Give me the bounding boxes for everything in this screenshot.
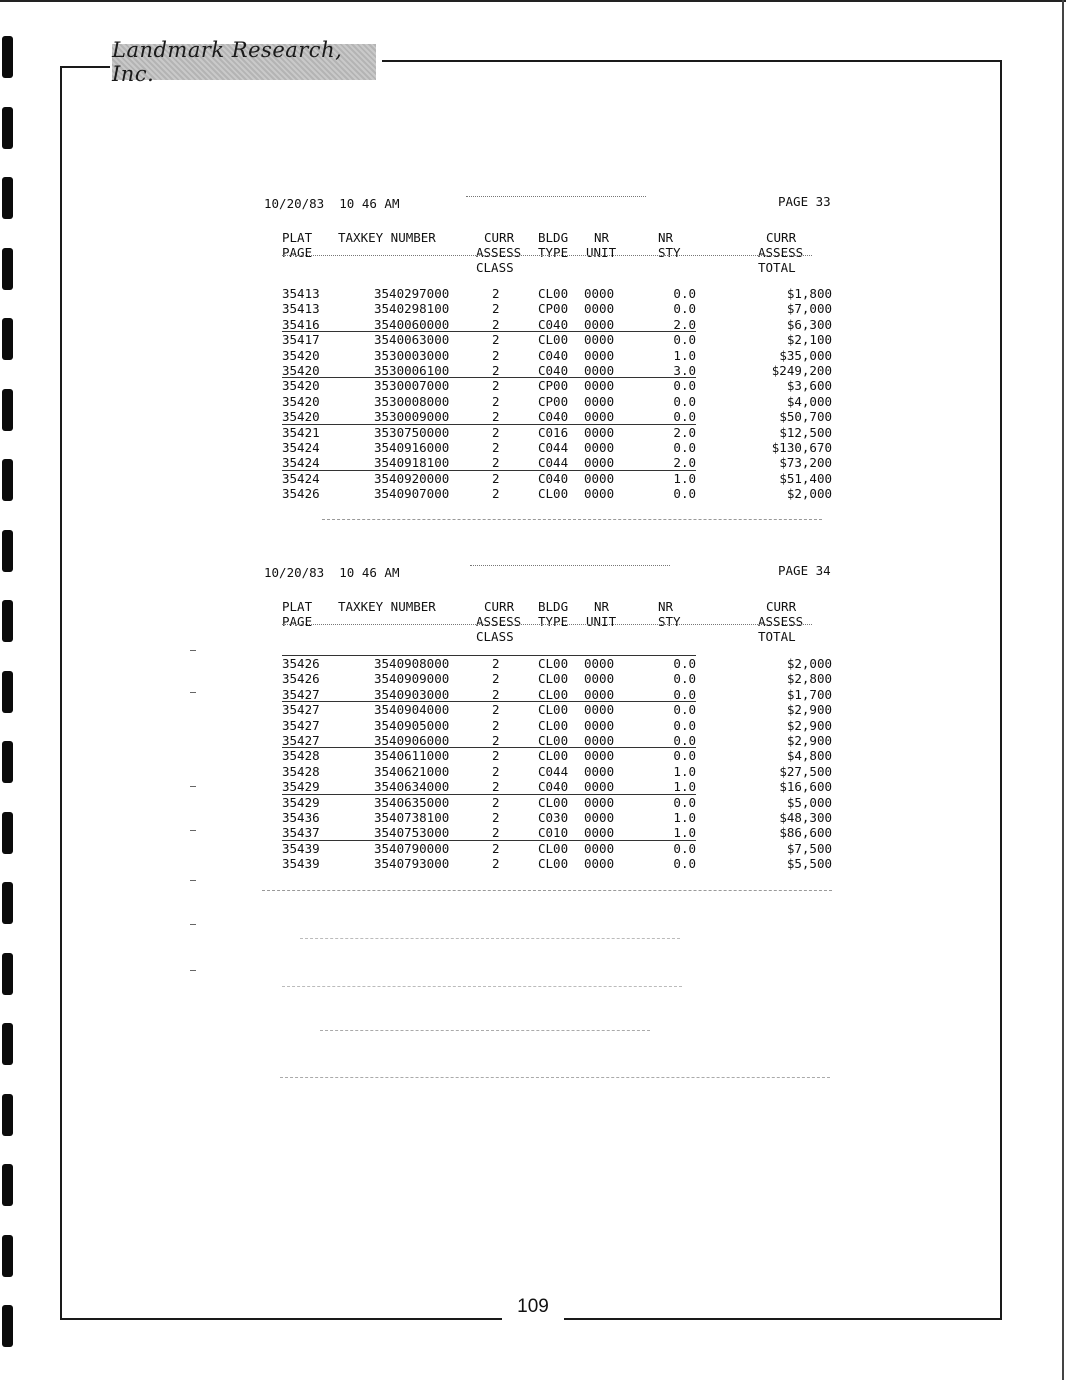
- binder-hole: [2, 1305, 13, 1347]
- nr-unit-cell: 0000: [584, 470, 615, 486]
- assess-total-cell: $6,300: [786, 316, 832, 332]
- taxkey-cell: 3530003000: [374, 347, 450, 363]
- page-number: 109: [517, 1296, 549, 1317]
- table-row: [0, 718, 1066, 733]
- col-header-taxkey: TAXKEY NUMBER: [338, 230, 436, 245]
- frame-border-top-right: [382, 60, 1002, 62]
- bldg-type-cell: CL00: [538, 733, 569, 748]
- assess-total-cell: $7,500: [786, 840, 832, 856]
- nr-unit-cell: 0000: [584, 671, 615, 687]
- col-header-plat: PLAT PAGE: [282, 599, 313, 629]
- table-row: [0, 317, 1066, 332]
- assess-class-cell: 2: [492, 656, 500, 671]
- assess-class-cell: 2: [492, 856, 500, 872]
- nr-sty-cell: 0.0: [673, 840, 696, 856]
- assess-total-cell: $51,400: [779, 470, 832, 486]
- nr-unit-cell: 0000: [584, 810, 615, 825]
- plat-cell: 35436: [282, 810, 320, 825]
- scan-artifact-rule: [320, 1030, 650, 1031]
- binder-hole: [2, 1094, 13, 1136]
- table-row: [0, 702, 1066, 717]
- plat-cell: 35417: [282, 332, 320, 348]
- table-row: [0, 671, 1066, 686]
- bldg-type-cell: C010: [538, 825, 569, 841]
- taxkey-cell: 3540920000: [374, 470, 450, 486]
- nr-unit-cell: 0000: [584, 486, 615, 502]
- table-row: [0, 841, 1066, 856]
- binder-hole: [2, 1164, 13, 1206]
- report-date: 10/20/83: [264, 565, 325, 580]
- table-row: [0, 795, 1066, 810]
- company-logo-text: Landmark Research, Inc.: [112, 38, 343, 86]
- col-header-taxkey: TAXKEY NUMBER: [338, 599, 436, 614]
- assess-class-cell: 2: [492, 332, 500, 348]
- bldg-type-cell: C016: [538, 424, 569, 440]
- scan-artifact-mark: [190, 786, 196, 787]
- taxkey-cell: 3540753000: [374, 825, 450, 841]
- plat-cell: 35420: [282, 393, 320, 409]
- assess-class-cell: 2: [492, 486, 500, 502]
- assess-class-cell: 2: [492, 702, 500, 718]
- assess-class-cell: 2: [492, 440, 500, 455]
- col-header-unit: NR UNIT: [586, 230, 617, 260]
- table-row: [0, 733, 1066, 748]
- taxkey-cell: 3540611000: [374, 748, 450, 764]
- assess-class-cell: 2: [492, 455, 500, 471]
- report-date: 10/20/83: [264, 196, 325, 211]
- table-row: [0, 748, 1066, 763]
- plat-cell: 35428: [282, 763, 320, 779]
- table-row: [0, 764, 1066, 779]
- bldg-type-cell: CL00: [538, 671, 569, 687]
- nr-sty-cell: 0.0: [673, 486, 696, 502]
- nr-unit-cell: 0000: [584, 378, 615, 394]
- assess-total-cell: $16,600: [779, 779, 832, 795]
- taxkey-cell: 3540916000: [374, 440, 450, 455]
- bldg-type-cell: C040: [538, 409, 569, 425]
- bldg-type-cell: C044: [538, 455, 569, 471]
- assess-class-cell: 2: [492, 409, 500, 425]
- col-header-plat: PLAT PAGE: [282, 230, 313, 260]
- nr-sty-cell: 0.0: [673, 656, 696, 671]
- nr-sty-cell: 2.0: [673, 316, 696, 332]
- plat-cell: 35426: [282, 671, 320, 687]
- nr-unit-cell: 0000: [584, 656, 615, 671]
- assess-class-cell: 2: [492, 840, 500, 856]
- taxkey-cell: 3540790000: [374, 840, 450, 856]
- frame-border-top-left: [60, 66, 110, 68]
- plat-cell: 35426: [282, 656, 320, 671]
- bldg-type-cell: CL00: [538, 840, 569, 856]
- nr-sty-cell: 1.0: [673, 763, 696, 779]
- table-row: [0, 471, 1066, 486]
- plat-cell: 35437: [282, 825, 320, 841]
- assess-class-cell: 2: [492, 378, 500, 394]
- nr-sty-cell: 1.0: [673, 470, 696, 486]
- taxkey-cell: 3540918100: [374, 455, 450, 471]
- nr-sty-cell: 1.0: [673, 810, 696, 825]
- nr-unit-cell: 0000: [584, 301, 615, 317]
- table-row: [0, 856, 1066, 871]
- nr-sty-cell: 0.0: [673, 301, 696, 317]
- taxkey-cell: 3540904000: [374, 702, 450, 718]
- assess-total-cell: $48,300: [779, 810, 832, 825]
- table-row: [0, 301, 1066, 316]
- plat-cell: 35427: [282, 733, 320, 748]
- nr-sty-cell: 0.0: [673, 702, 696, 718]
- assess-class-cell: 2: [492, 347, 500, 363]
- header-dotted-rule: [282, 624, 812, 625]
- nr-sty-cell: 0.0: [673, 733, 696, 748]
- scan-artifact-mark: [190, 880, 196, 881]
- bldg-type-cell: C040: [538, 779, 569, 795]
- dotted-rule: [466, 196, 646, 197]
- bldg-type-cell: CP00: [538, 301, 569, 317]
- nr-unit-cell: 0000: [584, 393, 615, 409]
- assess-class-cell: 2: [492, 794, 500, 810]
- assess-total-cell: $130,670: [771, 440, 832, 455]
- plat-cell: 35427: [282, 717, 320, 733]
- assess-class-cell: 2: [492, 424, 500, 440]
- bldg-type-cell: C040: [538, 470, 569, 486]
- assess-total-cell: $2,900: [786, 733, 832, 748]
- assess-total-cell: $2,100: [786, 332, 832, 348]
- nr-unit-cell: 0000: [584, 717, 615, 733]
- bldg-type-cell: C040: [538, 363, 569, 378]
- assess-class-cell: 2: [492, 470, 500, 486]
- plat-cell: 35429: [282, 779, 320, 795]
- nr-unit-cell: 0000: [584, 316, 615, 332]
- assess-total-cell: $7,000: [786, 301, 832, 317]
- plat-cell: 35420: [282, 378, 320, 394]
- plat-cell: 35426: [282, 486, 320, 502]
- binder-hole: [2, 1023, 13, 1065]
- taxkey-cell: 3540621000: [374, 763, 450, 779]
- header-dotted-rule: [282, 255, 812, 256]
- taxkey-cell: 3540298100: [374, 301, 450, 317]
- plat-cell: 35413: [282, 286, 320, 301]
- assess-class-cell: 2: [492, 316, 500, 332]
- nr-unit-cell: 0000: [584, 686, 615, 702]
- nr-unit-cell: 0000: [584, 763, 615, 779]
- table-row: [0, 656, 1066, 671]
- assess-class-cell: 2: [492, 671, 500, 687]
- report-page-label: PAGE 33: [778, 194, 831, 209]
- nr-unit-cell: 0000: [584, 748, 615, 764]
- taxkey-cell: 3540909000: [374, 671, 450, 687]
- assess-total-cell: $35,000: [779, 347, 832, 363]
- taxkey-cell: 3540635000: [374, 794, 450, 810]
- top-edge-rule: [0, 0, 1066, 2]
- report-time: 10 46 AM: [339, 565, 400, 580]
- nr-unit-cell: 0000: [584, 347, 615, 363]
- table-row: [0, 825, 1066, 840]
- bldg-type-cell: C040: [538, 316, 569, 332]
- plat-cell: 35420: [282, 363, 320, 378]
- assess-total-cell: $249,200: [771, 363, 832, 378]
- binder-hole: [2, 107, 13, 149]
- col-header-bldg: BLDG TYPE: [538, 599, 569, 629]
- col-header-class: CURR ASSESS CLASS: [476, 230, 522, 275]
- bldg-type-cell: C044: [538, 440, 569, 455]
- nr-unit-cell: 0000: [584, 332, 615, 348]
- nr-sty-cell: 0.0: [673, 378, 696, 394]
- plat-cell: 35427: [282, 686, 320, 702]
- nr-sty-cell: 0.0: [673, 440, 696, 455]
- binder-hole: [2, 1235, 13, 1277]
- binder-hole: [2, 248, 13, 290]
- table-row: [0, 810, 1066, 825]
- assess-class-cell: 2: [492, 363, 500, 378]
- table-row: [0, 348, 1066, 363]
- col-header-class: CURR ASSESS CLASS: [476, 599, 522, 644]
- table-row: [0, 378, 1066, 393]
- plat-cell: 35421: [282, 424, 320, 440]
- report-end-rule: [262, 890, 832, 891]
- report-datetime: [264, 565, 400, 580]
- taxkey-cell: 3540793000: [374, 856, 450, 872]
- nr-unit-cell: 0000: [584, 733, 615, 748]
- bldg-type-cell: CL00: [538, 717, 569, 733]
- bldg-type-cell: CL00: [538, 702, 569, 718]
- bldg-type-cell: CP00: [538, 378, 569, 394]
- binder-hole: [2, 600, 13, 642]
- nr-unit-cell: 0000: [584, 794, 615, 810]
- report-page-label: PAGE 34: [778, 563, 831, 578]
- table-row: [0, 409, 1066, 424]
- col-header-sty: NR STY: [658, 230, 681, 260]
- bldg-type-cell: CP00: [538, 393, 569, 409]
- assess-total-cell: $3,600: [786, 378, 832, 394]
- nr-sty-cell: 0.0: [673, 794, 696, 810]
- taxkey-cell: 3540738100: [374, 810, 450, 825]
- taxkey-cell: 3530750000: [374, 424, 450, 440]
- taxkey-cell: 3540297000: [374, 286, 450, 301]
- taxkey-cell: 3540903000: [374, 686, 450, 702]
- nr-sty-cell: 0.0: [673, 671, 696, 687]
- nr-sty-cell: 0.0: [673, 856, 696, 872]
- bldg-type-cell: CL00: [538, 748, 569, 764]
- assess-total-cell: $2,900: [786, 717, 832, 733]
- plat-cell: 35413: [282, 301, 320, 317]
- nr-sty-cell: 0.0: [673, 748, 696, 764]
- report-end-rule: [322, 519, 822, 520]
- assess-total-cell: $86,600: [779, 825, 832, 841]
- nr-sty-cell: 0.0: [673, 717, 696, 733]
- plat-cell: 35424: [282, 455, 320, 471]
- assess-class-cell: 2: [492, 810, 500, 825]
- nr-sty-cell: 2.0: [673, 424, 696, 440]
- assess-class-cell: 2: [492, 717, 500, 733]
- assess-total-cell: $5,000: [786, 794, 832, 810]
- nr-unit-cell: 0000: [584, 825, 615, 841]
- assess-total-cell: $2,800: [786, 671, 832, 687]
- taxkey-cell: 3540634000: [374, 779, 450, 795]
- frame-border-bottom-left: [60, 1318, 502, 1320]
- frame-border-bottom-right: [564, 1318, 1002, 1320]
- col-header-sty: NR STY: [658, 599, 681, 629]
- plat-cell: 35439: [282, 840, 320, 856]
- assess-total-cell: $2,000: [786, 656, 832, 671]
- assess-class-cell: 2: [492, 393, 500, 409]
- assess-class-cell: 2: [492, 733, 500, 748]
- bldg-type-cell: CL00: [538, 656, 569, 671]
- bldg-type-cell: CL00: [538, 686, 569, 702]
- report-datetime: [264, 196, 400, 211]
- assess-total-cell: $4,800: [786, 748, 832, 764]
- plat-cell: 35420: [282, 409, 320, 425]
- assess-class-cell: 2: [492, 286, 500, 301]
- taxkey-cell: 3530008000: [374, 393, 450, 409]
- nr-unit-cell: 0000: [584, 424, 615, 440]
- dotted-rule: [470, 565, 670, 566]
- company-logo: [112, 38, 376, 86]
- table-row: [0, 425, 1066, 440]
- nr-sty-cell: 1.0: [673, 347, 696, 363]
- assess-class-cell: 2: [492, 748, 500, 764]
- col-header-total: CURR ASSESS TOTAL: [758, 230, 804, 275]
- nr-unit-cell: 0000: [584, 363, 615, 378]
- nr-unit-cell: 0000: [584, 455, 615, 471]
- nr-sty-cell: 3.0: [673, 363, 696, 378]
- assess-total-cell: $27,500: [779, 763, 832, 779]
- plat-cell: 35424: [282, 470, 320, 486]
- nr-unit-cell: 0000: [584, 702, 615, 718]
- scan-artifact-rule: [280, 1077, 830, 1078]
- plat-cell: 35427: [282, 702, 320, 718]
- binder-hole: [2, 177, 13, 219]
- table-row: [0, 363, 1066, 378]
- table-row: [0, 486, 1066, 501]
- assess-total-cell: $73,200: [779, 455, 832, 471]
- taxkey-cell: 3540905000: [374, 717, 450, 733]
- bldg-type-cell: C040: [538, 347, 569, 363]
- nr-sty-cell: 0.0: [673, 332, 696, 348]
- taxkey-cell: 3540060000: [374, 316, 450, 332]
- plat-cell: 35424: [282, 440, 320, 455]
- assess-total-cell: $2,000: [786, 486, 832, 502]
- table-row: [0, 440, 1066, 455]
- plat-cell: 35428: [282, 748, 320, 764]
- nr-sty-cell: 0.0: [673, 393, 696, 409]
- nr-unit-cell: 0000: [584, 440, 615, 455]
- binder-hole: [2, 36, 13, 78]
- taxkey-cell: 3540908000: [374, 656, 450, 671]
- assess-total-cell: $12,500: [779, 424, 832, 440]
- nr-unit-cell: 0000: [584, 856, 615, 872]
- assess-class-cell: 2: [492, 779, 500, 795]
- scan-artifact-mark: [190, 924, 196, 925]
- bldg-type-cell: CL00: [538, 794, 569, 810]
- scan-artifact-rule: [282, 986, 682, 987]
- assess-class-cell: 2: [492, 301, 500, 317]
- scan-artifact-mark: [190, 650, 196, 651]
- table-row: [0, 779, 1066, 794]
- plat-cell: 35420: [282, 347, 320, 363]
- assess-total-cell: $5,500: [786, 856, 832, 872]
- table-row: [0, 455, 1066, 470]
- bldg-type-cell: CL00: [538, 856, 569, 872]
- taxkey-cell: 3540907000: [374, 486, 450, 502]
- nr-sty-cell: 0.0: [673, 409, 696, 425]
- bldg-type-cell: C030: [538, 810, 569, 825]
- assess-total-cell: $1,800: [786, 286, 832, 301]
- nr-sty-cell: 0.0: [673, 286, 696, 301]
- scan-artifact-mark: [190, 970, 196, 971]
- scan-artifact-mark: [190, 692, 196, 693]
- bldg-type-cell: CL00: [538, 286, 569, 301]
- scan-artifact-mark: [190, 830, 196, 831]
- taxkey-cell: 3540906000: [374, 733, 450, 748]
- plat-cell: 35416: [282, 316, 320, 332]
- report-time: 10 46 AM: [339, 196, 400, 211]
- scan-artifact-rule: [300, 938, 680, 939]
- taxkey-cell: 3530006100: [374, 363, 450, 378]
- assess-total-cell: $50,700: [779, 409, 832, 425]
- bldg-type-cell: CL00: [538, 332, 569, 348]
- nr-unit-cell: 0000: [584, 286, 615, 301]
- nr-unit-cell: 0000: [584, 779, 615, 795]
- col-header-bldg: BLDG TYPE: [538, 230, 569, 260]
- nr-sty-cell: 1.0: [673, 779, 696, 795]
- taxkey-cell: 3540063000: [374, 332, 450, 348]
- assess-total-cell: $2,900: [786, 702, 832, 718]
- assess-class-cell: 2: [492, 825, 500, 841]
- nr-unit-cell: 0000: [584, 840, 615, 856]
- nr-sty-cell: 2.0: [673, 455, 696, 471]
- assess-class-cell: 2: [492, 686, 500, 702]
- binder-hole: [2, 530, 13, 572]
- assess-total-cell: $4,000: [786, 393, 832, 409]
- table-row: [0, 332, 1066, 347]
- taxkey-cell: 3530007000: [374, 378, 450, 394]
- binder-hole: [2, 882, 13, 924]
- assess-class-cell: 2: [492, 763, 500, 779]
- table-row: [0, 687, 1066, 702]
- table-row: [0, 394, 1066, 409]
- nr-sty-cell: 0.0: [673, 686, 696, 702]
- col-header-total: CURR ASSESS TOTAL: [758, 599, 804, 644]
- bldg-type-cell: C044: [538, 763, 569, 779]
- plat-cell: 35429: [282, 794, 320, 810]
- bldg-type-cell: CL00: [538, 486, 569, 502]
- taxkey-cell: 3530009000: [374, 409, 450, 425]
- assess-total-cell: $1,700: [786, 686, 832, 702]
- col-header-unit: NR UNIT: [586, 599, 617, 629]
- table-row: [0, 286, 1066, 301]
- nr-unit-cell: 0000: [584, 409, 615, 425]
- plat-cell: 35439: [282, 856, 320, 872]
- nr-sty-cell: 1.0: [673, 825, 696, 841]
- binder-hole: [2, 953, 13, 995]
